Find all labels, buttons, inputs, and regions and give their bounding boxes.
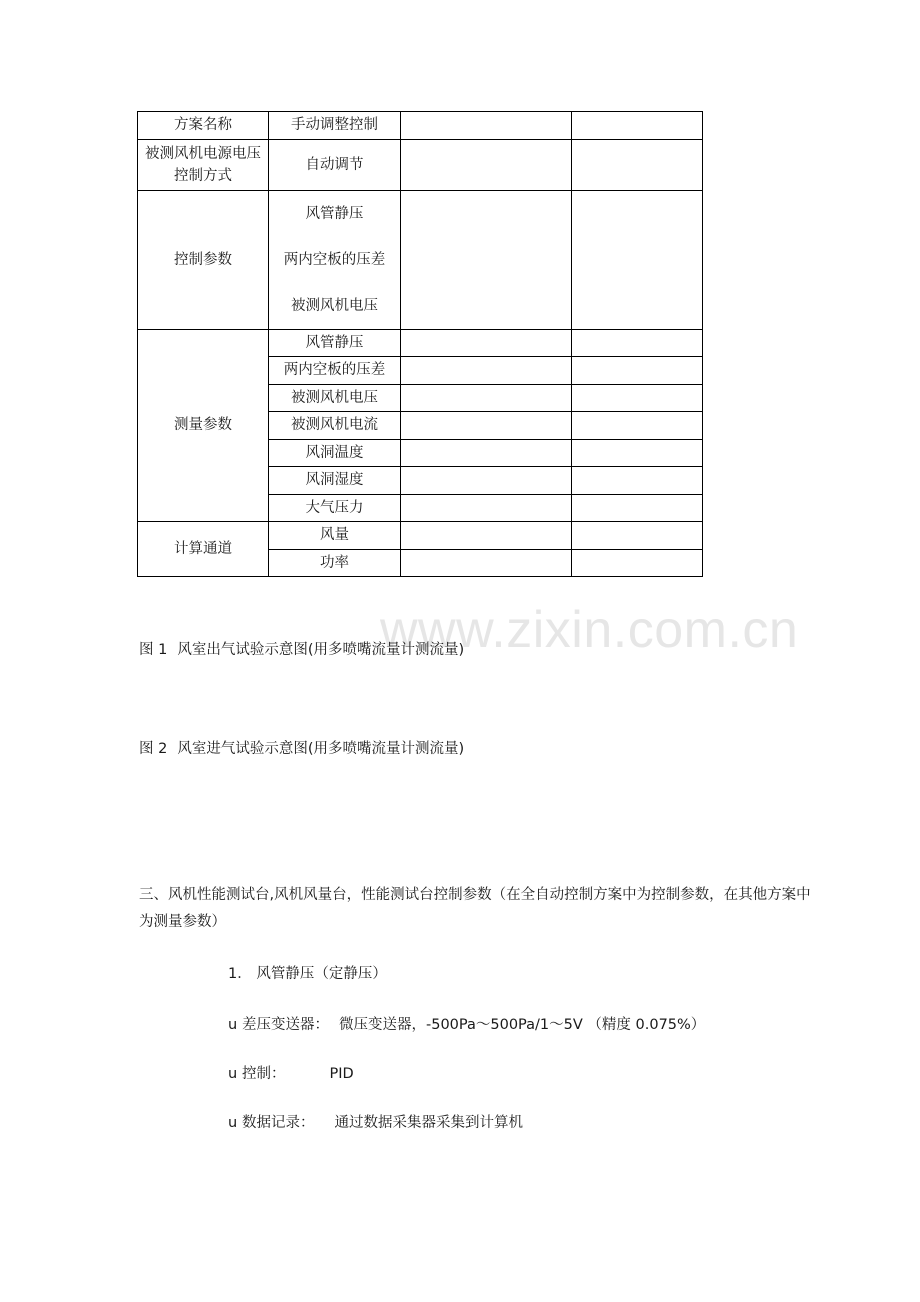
table-cell (572, 357, 703, 385)
figure-number: 图 2 (139, 741, 168, 757)
section-heading: 三、风机性能测试台,风机风量台，性能测试台控制参数（在全自动控制方案中为控制参数，在其他方案中为测量参数） (139, 887, 811, 930)
table-cell: 被测风机电压 (269, 384, 401, 412)
spec-table (137, 111, 703, 577)
watermark: www.zixin.com.cn (380, 601, 799, 659)
bullet-value: 微压变送器，-500Pa～500Pa/1～5V （精度 0.075%） (339, 1017, 706, 1033)
figure-caption (139, 737, 464, 758)
table-row (138, 139, 703, 190)
table-cell (572, 494, 703, 522)
bullet-value: 通过数据采集器采集到计算机 (334, 1115, 523, 1131)
bullet-value: PID (329, 1066, 354, 1082)
table-cell (572, 522, 703, 550)
list-item: 风管静压 (305, 205, 364, 222)
list-item: 被测风机电压 (291, 297, 378, 314)
table-cell (572, 384, 703, 412)
table-cell (572, 412, 703, 440)
bullet-line (228, 1111, 523, 1132)
table-cell (572, 549, 703, 577)
bullet-marker: u (228, 1115, 238, 1131)
table-cell: 手动调整控制 (269, 112, 401, 140)
figure-number: 图 1 (139, 642, 168, 658)
table-cell (401, 494, 572, 522)
measure-params-label: 测量参数 (138, 329, 269, 522)
table-cell (401, 329, 572, 357)
table-cell: 大气压力 (269, 494, 401, 522)
table-cell (401, 384, 572, 412)
table-cell: 两内空板的压差 (269, 357, 401, 385)
table-cell (401, 467, 572, 495)
table-cell (401, 439, 572, 467)
table-row (138, 329, 703, 357)
table-cell (572, 139, 703, 190)
table-cell: 自动调节 (269, 139, 401, 190)
table-cell: 风洞湿度 (269, 467, 401, 495)
table-cell (401, 522, 572, 550)
table-row (138, 522, 703, 550)
table-cell: 被测风机电流 (269, 412, 401, 440)
bullet-marker: u (228, 1066, 238, 1082)
item-title: 1． 风管静压（定静压） (228, 966, 387, 982)
table-cell (401, 190, 572, 329)
table-cell (572, 467, 703, 495)
table-cell (401, 412, 572, 440)
bullet-line (228, 1013, 705, 1034)
control-params-label: 控制参数 (138, 190, 269, 329)
bullet-line (228, 1062, 354, 1083)
table-cell (572, 190, 703, 329)
calc-channel-label: 计算通道 (138, 522, 269, 577)
table-cell: 风洞温度 (269, 439, 401, 467)
table-cell (401, 112, 572, 140)
table-row (138, 190, 703, 329)
table-cell: 功率 (269, 549, 401, 577)
table-cell (401, 549, 572, 577)
figure-text: 风室出气试验示意图(用多喷嘴流量计测流量) (177, 642, 465, 658)
table-row (138, 112, 703, 140)
table-cell (401, 357, 572, 385)
table-cell (572, 329, 703, 357)
table-cell (572, 439, 703, 467)
table-cell (572, 112, 703, 140)
bullet-label: 数据记录： (242, 1115, 315, 1131)
table-cell: 被测风机电源电压控制方式 (138, 139, 269, 190)
bullet-label: 差压变送器： (242, 1017, 329, 1033)
figure-text: 风室进气试验示意图(用多喷嘴流量计测流量) (177, 741, 465, 757)
control-params-list (269, 190, 401, 329)
table-cell (401, 139, 572, 190)
bullet-label: 控制： (242, 1066, 286, 1082)
figure-caption (139, 638, 464, 659)
table-cell: 方案名称 (138, 112, 269, 140)
bullet-marker: u (228, 1017, 238, 1033)
table-cell: 风量 (269, 522, 401, 550)
table-cell: 风管静压 (269, 329, 401, 357)
list-item: 两内空板的压差 (283, 251, 386, 268)
